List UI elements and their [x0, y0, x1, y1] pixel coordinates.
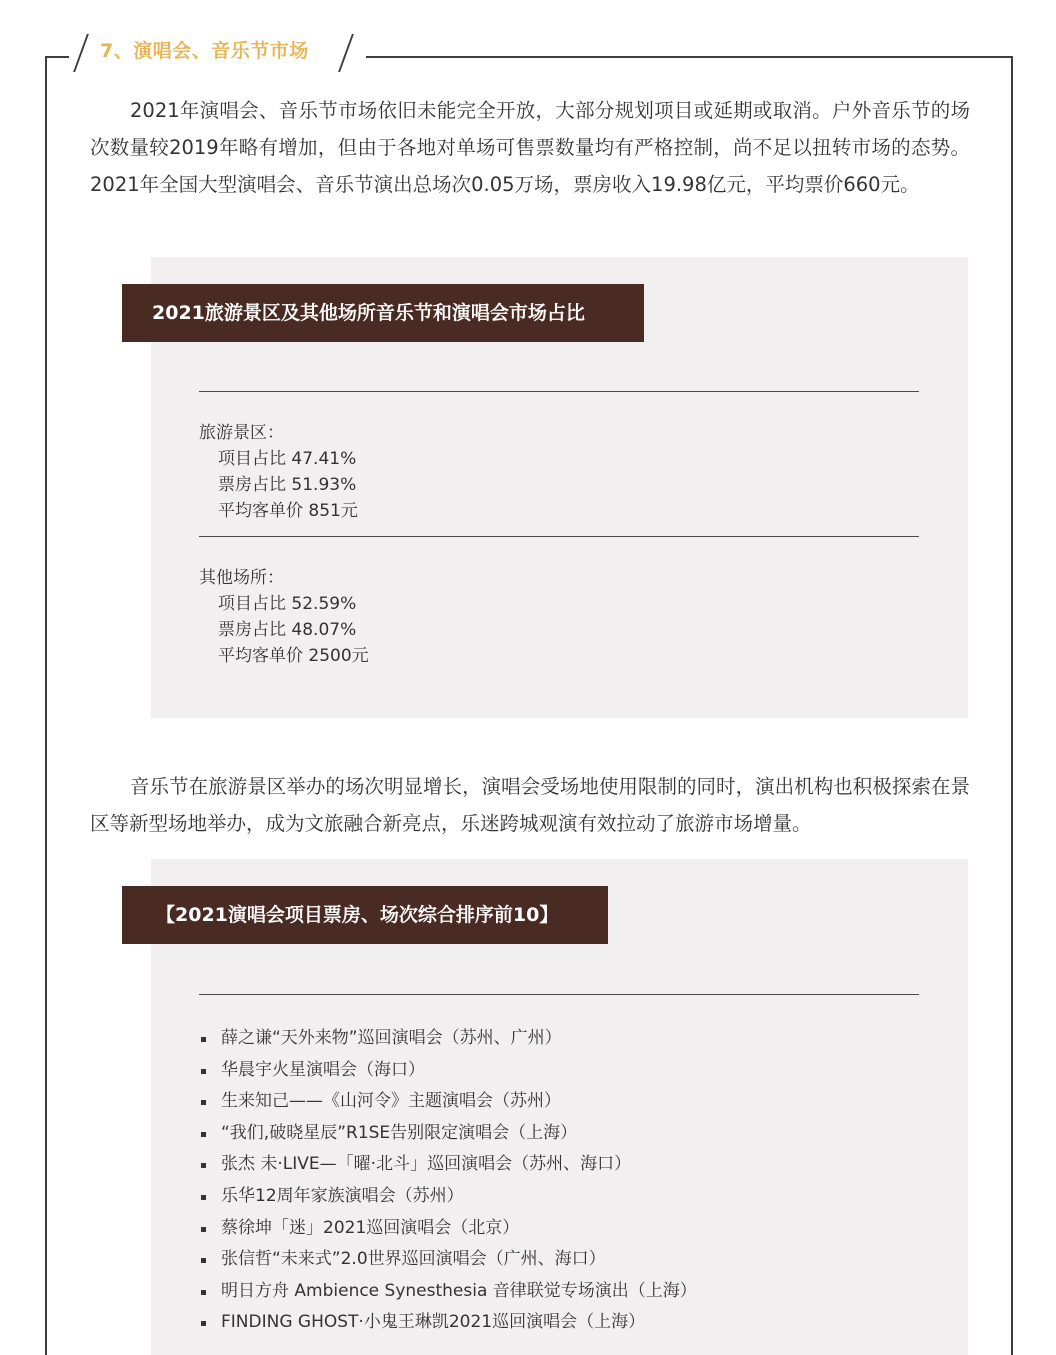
avg-price: 平均客单价 851元 [218, 501, 358, 521]
box-office-share: 票房占比 48.07% [218, 620, 357, 640]
list-item: 华晨宇火星演唱会（海口） [199, 1055, 697, 1087]
top10-list [199, 1023, 697, 1339]
frame-top-left-line [45, 56, 69, 58]
project-share: 项目占比 47.41% [218, 449, 357, 469]
list-item: 明日方舟 Ambience Synesthesia 音律联觉专场演出（上海） [199, 1276, 697, 1308]
tourism-paragraph: 音乐节在旅游景区举办的场次明显增长，演唱会受场地使用限制的同时，演出机构也积极探索在景区等新型场地举办，成为文旅融合新亮点，乐迷跨城观演有效拉动了旅游市场增量。 [90, 775, 970, 835]
title-slash-left [73, 34, 89, 72]
frame-top-right-line [366, 56, 1013, 58]
box-office-share: 票房占比 51.93% [218, 475, 357, 495]
list-item: 蔡徐坤「迷」2021巡回演唱会（北京） [199, 1213, 697, 1245]
list-item: “我们,破晓星辰”R1SE告别限定演唱会（上海） [199, 1118, 697, 1150]
frame-right-line [1011, 56, 1013, 1355]
divider [199, 994, 919, 995]
stat-group-label: 其他场所： [199, 568, 284, 588]
section-title: 7、演唱会、音乐节市场 [100, 40, 309, 62]
project-share: 项目占比 52.59% [218, 594, 357, 614]
frame-left-line [45, 56, 47, 1355]
market-share-title: 2021旅游景区及其他场所音乐节和演唱会市场占比 [122, 284, 644, 342]
list-item: 张杰 未·LIVE—「曜·北斗」巡回演唱会（苏州、海口） [199, 1149, 697, 1181]
stat-group-other [199, 565, 369, 669]
list-item: 张信哲“未来式”2.0世界巡回演唱会（广州、海口） [199, 1244, 697, 1276]
title-slash-right [338, 34, 354, 72]
divider [199, 391, 919, 392]
list-item: 薛之谦“天外来物”巡回演唱会（苏州、广州） [199, 1023, 697, 1055]
stat-group-label: 旅游景区： [199, 423, 284, 443]
top10-title: 【2021演唱会项目票房、场次综合排序前10】 [122, 886, 608, 944]
stat-group-scenic [199, 420, 358, 524]
list-item: FINDING GHOST·小鬼王琳凯2021巡回演唱会（上海） [199, 1307, 697, 1339]
divider [199, 536, 919, 537]
list-item: 乐华12周年家族演唱会（苏州） [199, 1181, 697, 1213]
avg-price: 平均客单价 2500元 [218, 646, 369, 666]
list-item: 生来知己——《山河令》主题演唱会（苏州） [199, 1086, 697, 1118]
intro-paragraph: 2021年演唱会、音乐节市场依旧未能完全开放，大部分规划项目或延期或取消。户外音乐节的场次数量较2019年略有增加，但由于各地对单场可售票数量均有严格控制，尚不足以扭转市场的态势。2021年全国大型演唱会、音乐节演出总场次0.05万场，票房收入19.98亿元，平均票价660元。 [90, 99, 970, 196]
